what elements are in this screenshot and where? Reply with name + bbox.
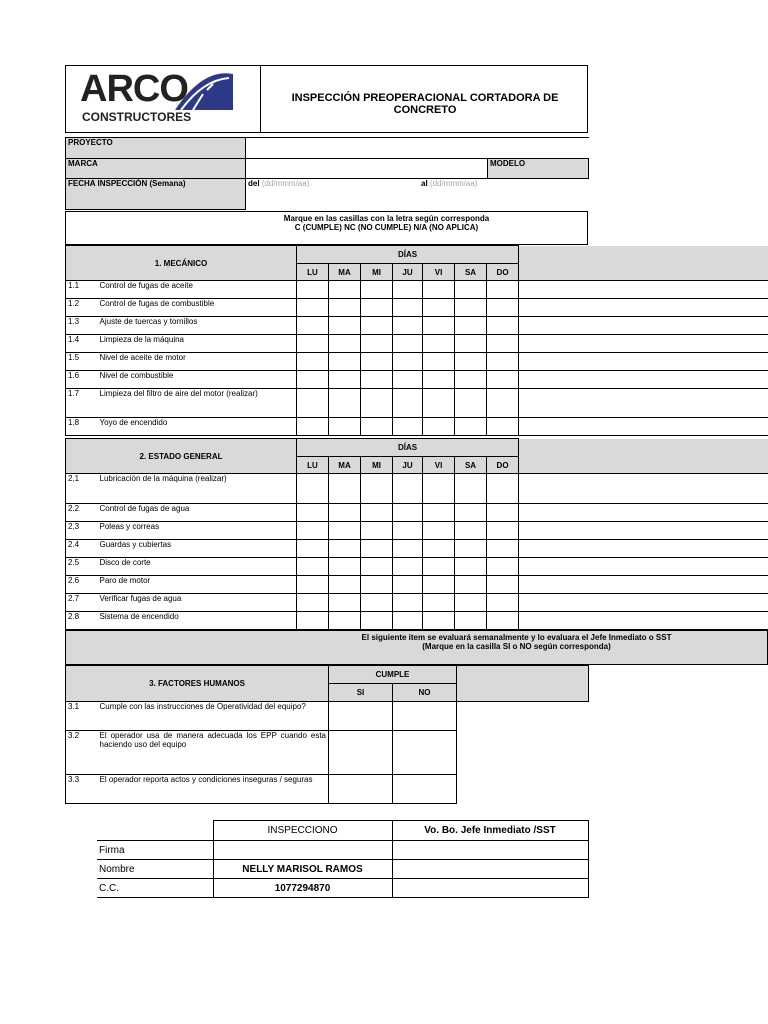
observation-cell[interactable]: [519, 281, 768, 299]
table-row: [66, 558, 768, 576]
item-number: 2.1: [66, 474, 98, 504]
observation-cell[interactable]: [519, 474, 768, 504]
blank-cell: [457, 731, 589, 775]
item-text: Limpieza de la máquina: [98, 335, 297, 353]
item-number: 2.4: [66, 540, 98, 558]
instructions-line2: C (CUMPLE) NC (NO CUMPLE) N/A (NO APLICA): [294, 223, 479, 232]
day-check-cell[interactable]: [329, 418, 361, 436]
day-check-cell[interactable]: [393, 389, 423, 418]
inspecciono-header: INSPECCIONO: [213, 821, 392, 841]
item-number: 2.2: [66, 504, 98, 522]
day-check-cell[interactable]: [329, 576, 361, 594]
day-check-cell[interactable]: [455, 474, 487, 504]
proyecto-label: PROYECTO: [66, 138, 246, 159]
item-text: Nivel de combustible: [98, 371, 297, 389]
day-check-cell[interactable]: [297, 522, 329, 540]
observation-cell[interactable]: [519, 522, 768, 540]
day-check-cell[interactable]: [329, 540, 361, 558]
section2-title: 2. ESTADO GENERAL: [66, 439, 297, 474]
day-check-cell[interactable]: [393, 353, 423, 371]
day-check-cell[interactable]: [487, 612, 519, 630]
day-check-cell[interactable]: [487, 522, 519, 540]
signature-table: [97, 820, 589, 898]
day-check-cell[interactable]: [487, 281, 519, 299]
table-row: [66, 731, 589, 775]
day-check-cell[interactable]: [297, 558, 329, 576]
nombre-vobo-field[interactable]: [392, 860, 588, 879]
si-header: SI: [329, 684, 393, 702]
fecha-label: FECHA INSPECCIÓN (Semana): [66, 179, 246, 210]
item-number: 1.5: [66, 353, 98, 371]
section1-gray-band: [519, 246, 768, 281]
item-text: El operador reporta actos y condiciones inseguras / seguras: [98, 775, 329, 804]
day-check-cell[interactable]: [393, 371, 423, 389]
day-check-cell[interactable]: [423, 281, 455, 299]
section3-title: 3. FACTORES HUMANOS: [66, 666, 329, 702]
day-do: DO: [487, 264, 519, 281]
day-mi: MI: [361, 264, 393, 281]
table-row: [66, 594, 768, 612]
item-number: 2.6: [66, 576, 98, 594]
no-check-cell[interactable]: [393, 731, 457, 775]
proyecto-field[interactable]: [246, 138, 589, 159]
vobo-header: Vo. Bo. Jefe Inmediato /SST: [392, 821, 588, 841]
day-check-cell[interactable]: [393, 281, 423, 299]
observation-cell[interactable]: [519, 594, 768, 612]
item-number: 1.8: [66, 418, 98, 436]
day-check-cell[interactable]: [393, 474, 423, 504]
day-ju: JU: [393, 457, 423, 474]
item-text: Control de fugas de aceite: [98, 281, 297, 299]
item-number: 1.7: [66, 389, 98, 418]
del-date-placeholder: (dd/mmm/aa): [261, 179, 310, 188]
item-text: Paro de motor: [98, 576, 297, 594]
item-text: Control de fugas de agua: [98, 504, 297, 522]
del-label: del: [248, 179, 260, 188]
day-check-cell[interactable]: [393, 335, 423, 353]
section2-gray-band: [519, 439, 768, 474]
day-check-cell[interactable]: [487, 540, 519, 558]
section2-table: [65, 438, 768, 630]
day-check-cell[interactable]: [393, 612, 423, 630]
day-check-cell[interactable]: [329, 317, 361, 335]
day-check-cell[interactable]: [297, 389, 329, 418]
day-check-cell[interactable]: [423, 389, 455, 418]
no-check-cell[interactable]: [393, 702, 457, 731]
day-check-cell[interactable]: [361, 558, 393, 576]
section1-days-header: DÍAS: [297, 246, 519, 264]
day-check-cell[interactable]: [487, 317, 519, 335]
si-check-cell[interactable]: [329, 731, 393, 775]
table-row: [66, 522, 768, 540]
firma-vobo-field[interactable]: [392, 841, 588, 860]
day-check-cell[interactable]: [423, 418, 455, 436]
day-check-cell[interactable]: [423, 504, 455, 522]
day-check-cell[interactable]: [393, 418, 423, 436]
day-sa: SA: [455, 457, 487, 474]
si-check-cell[interactable]: [329, 702, 393, 731]
day-check-cell[interactable]: [329, 474, 361, 504]
item-number: 3.2: [66, 731, 98, 775]
day-check-cell[interactable]: [455, 418, 487, 436]
day-check-cell[interactable]: [487, 504, 519, 522]
instructions-line1: Marque en las casillas con la letra según corresponda: [283, 214, 490, 223]
table-row: [66, 389, 768, 418]
observation-cell[interactable]: [519, 558, 768, 576]
day-check-cell[interactable]: [329, 594, 361, 612]
day-check-cell[interactable]: [361, 474, 393, 504]
day-check-cell[interactable]: [393, 522, 423, 540]
item-text: Verificar fugas de agua: [98, 594, 297, 612]
observation-cell[interactable]: [519, 576, 768, 594]
item-text: Disco de corte: [98, 558, 297, 576]
section2-days-header: DÍAS: [297, 439, 519, 457]
table-row: [66, 474, 768, 504]
marca-label: MARCA: [66, 159, 246, 179]
logo: [66, 66, 261, 132]
day-check-cell[interactable]: [393, 540, 423, 558]
day-check-cell[interactable]: [423, 371, 455, 389]
observation-cell[interactable]: [519, 418, 768, 436]
day-check-cell[interactable]: [455, 317, 487, 335]
day-vi: VI: [423, 457, 455, 474]
day-check-cell[interactable]: [423, 522, 455, 540]
day-check-cell[interactable]: [455, 335, 487, 353]
day-check-cell[interactable]: [487, 576, 519, 594]
info-block: [65, 137, 589, 210]
si-check-cell[interactable]: [329, 775, 393, 804]
day-ju: JU: [393, 264, 423, 281]
table-row: [66, 418, 768, 436]
table-row: [66, 504, 768, 522]
table-row: [66, 702, 589, 731]
table-row: [66, 371, 768, 389]
day-check-cell[interactable]: [455, 299, 487, 317]
al-date-placeholder: (dd/mmm/aa): [429, 179, 478, 188]
nombre-label: Nombre: [97, 860, 213, 879]
day-check-cell[interactable]: [487, 335, 519, 353]
instructions: [65, 211, 588, 245]
day-check-cell[interactable]: [455, 540, 487, 558]
item-number: 2.7: [66, 594, 98, 612]
al-label: al: [421, 179, 428, 188]
day-check-cell[interactable]: [455, 281, 487, 299]
day-lu: LU: [297, 264, 329, 281]
item-number: 3.1: [66, 702, 98, 731]
item-number: 2.5: [66, 558, 98, 576]
day-check-cell[interactable]: [423, 474, 455, 504]
day-check-cell[interactable]: [361, 299, 393, 317]
page-title: INSPECCIÓN PREOPERACIONAL CORTADORA DE CONCRETO: [291, 92, 559, 116]
header-box: [65, 65, 588, 133]
day-do: DO: [487, 457, 519, 474]
observation-cell[interactable]: [519, 540, 768, 558]
day-check-cell[interactable]: [455, 558, 487, 576]
item-number: 3.3: [66, 775, 98, 804]
day-check-cell[interactable]: [455, 612, 487, 630]
day-check-cell[interactable]: [455, 504, 487, 522]
day-check-cell[interactable]: [297, 418, 329, 436]
day-check-cell[interactable]: [487, 353, 519, 371]
day-check-cell[interactable]: [423, 558, 455, 576]
item-text: Poleas y correas: [98, 522, 297, 540]
day-check-cell[interactable]: [455, 371, 487, 389]
day-check-cell[interactable]: [297, 371, 329, 389]
blank-cell: [457, 775, 589, 804]
day-check-cell[interactable]: [329, 299, 361, 317]
weekly-note-line1: El siguiente item se evaluará semanalmente y lo evaluara el Jefe Inmediato o SST: [361, 633, 672, 642]
day-check-cell[interactable]: [297, 612, 329, 630]
logo-main-text: ARCO: [80, 68, 188, 110]
section1-title: 1. MECÁNICO: [66, 246, 297, 281]
day-check-cell[interactable]: [455, 576, 487, 594]
item-text: Guardas y cubiertas: [98, 540, 297, 558]
item-number: 1.4: [66, 335, 98, 353]
day-check-cell[interactable]: [329, 335, 361, 353]
day-check-cell[interactable]: [297, 353, 329, 371]
day-check-cell[interactable]: [455, 522, 487, 540]
day-check-cell[interactable]: [487, 594, 519, 612]
fecha-field[interactable]: [246, 179, 589, 210]
day-check-cell[interactable]: [297, 474, 329, 504]
day-check-cell[interactable]: [361, 418, 393, 436]
day-check-cell[interactable]: [361, 371, 393, 389]
day-check-cell[interactable]: [361, 504, 393, 522]
day-check-cell[interactable]: [393, 299, 423, 317]
logo-road-icon: [173, 72, 235, 112]
table-row: [66, 576, 768, 594]
day-check-cell[interactable]: [297, 540, 329, 558]
day-check-cell[interactable]: [423, 540, 455, 558]
table-row: [66, 317, 768, 335]
day-check-cell[interactable]: [329, 558, 361, 576]
day-check-cell[interactable]: [487, 474, 519, 504]
marca-field[interactable]: [246, 159, 488, 179]
day-check-cell[interactable]: [423, 317, 455, 335]
item-number: 1.3: [66, 317, 98, 335]
cc-vobo-field[interactable]: [392, 879, 588, 898]
weekly-note-line2: (Marque en la casilla SI o NO según corresponda): [422, 642, 611, 651]
day-check-cell[interactable]: [329, 281, 361, 299]
day-check-cell[interactable]: [329, 612, 361, 630]
day-check-cell[interactable]: [423, 594, 455, 612]
day-check-cell[interactable]: [361, 335, 393, 353]
nombre-inspecciono-value: NELLY MARISOL RAMOS: [213, 860, 392, 879]
day-ma: MA: [329, 457, 361, 474]
day-check-cell[interactable]: [329, 504, 361, 522]
item-number: 1.2: [66, 299, 98, 317]
item-text: Cumple con las instrucciones de Operatividad del equipo?: [98, 702, 329, 731]
logo-sub-text: CONSTRUCTORES: [82, 110, 192, 124]
table-row: [66, 299, 768, 317]
day-check-cell[interactable]: [393, 504, 423, 522]
day-check-cell[interactable]: [455, 353, 487, 371]
firma-label: Firma: [97, 841, 213, 860]
day-check-cell[interactable]: [297, 335, 329, 353]
day-check-cell[interactable]: [487, 371, 519, 389]
item-text: Ajuste de tuercas y tornillos: [98, 317, 297, 335]
day-check-cell[interactable]: [487, 389, 519, 418]
firma-inspecciono-field[interactable]: [213, 841, 392, 860]
day-lu: LU: [297, 457, 329, 474]
blank-cell: [457, 702, 589, 731]
day-check-cell[interactable]: [361, 389, 393, 418]
day-check-cell[interactable]: [329, 353, 361, 371]
day-check-cell[interactable]: [361, 540, 393, 558]
section3-gray-band: [457, 666, 589, 702]
day-vi: VI: [423, 264, 455, 281]
day-check-cell[interactable]: [361, 522, 393, 540]
day-check-cell[interactable]: [361, 612, 393, 630]
observation-cell[interactable]: [519, 389, 768, 418]
day-check-cell[interactable]: [297, 299, 329, 317]
modelo-label: MODELO: [488, 159, 589, 179]
day-check-cell[interactable]: [487, 299, 519, 317]
weekly-note: [65, 630, 768, 665]
day-check-cell[interactable]: [423, 612, 455, 630]
observation-cell[interactable]: [519, 371, 768, 389]
table-row: [66, 612, 768, 630]
section1-table: [65, 245, 768, 436]
observation-cell[interactable]: [519, 504, 768, 522]
day-check-cell[interactable]: [423, 299, 455, 317]
item-number: 2.3: [66, 522, 98, 540]
no-check-cell[interactable]: [393, 775, 457, 804]
day-check-cell[interactable]: [455, 389, 487, 418]
day-sa: SA: [455, 264, 487, 281]
observation-cell[interactable]: [519, 299, 768, 317]
item-text: Nivel de aceite de motor: [98, 353, 297, 371]
section3-table: [65, 665, 589, 804]
day-check-cell[interactable]: [297, 594, 329, 612]
table-row: [66, 540, 768, 558]
day-mi: MI: [361, 457, 393, 474]
day-check-cell[interactable]: [393, 594, 423, 612]
item-number: 1.1: [66, 281, 98, 299]
day-check-cell[interactable]: [393, 558, 423, 576]
day-check-cell[interactable]: [297, 281, 329, 299]
day-check-cell[interactable]: [361, 594, 393, 612]
day-ma: MA: [329, 264, 361, 281]
day-check-cell[interactable]: [361, 576, 393, 594]
day-check-cell[interactable]: [329, 522, 361, 540]
day-check-cell[interactable]: [455, 594, 487, 612]
item-text: El operador usa de manera adecuada los EPP cuando esta haciendo uso del equipo: [98, 731, 329, 775]
day-check-cell[interactable]: [329, 389, 361, 418]
table-row: [66, 353, 768, 371]
observation-cell[interactable]: [519, 317, 768, 335]
day-check-cell[interactable]: [361, 353, 393, 371]
day-check-cell[interactable]: [423, 353, 455, 371]
item-number: 2.8: [66, 612, 98, 630]
day-check-cell[interactable]: [487, 558, 519, 576]
item-text: Limpieza del filtro de aire del motor (realizar): [98, 389, 297, 418]
item-text: Yoyo de encendido: [98, 418, 297, 436]
day-check-cell[interactable]: [423, 576, 455, 594]
no-header: NO: [393, 684, 457, 702]
day-check-cell[interactable]: [361, 281, 393, 299]
cc-inspecciono-value: 1077294870: [213, 879, 392, 898]
day-check-cell[interactable]: [329, 371, 361, 389]
day-check-cell[interactable]: [393, 576, 423, 594]
item-number: 1.6: [66, 371, 98, 389]
table-row: [66, 281, 768, 299]
cumple-header: CUMPLE: [329, 666, 457, 684]
item-text: Sistema de encendido: [98, 612, 297, 630]
day-check-cell[interactable]: [297, 576, 329, 594]
day-check-cell[interactable]: [423, 335, 455, 353]
day-check-cell[interactable]: [297, 317, 329, 335]
observation-cell[interactable]: [519, 353, 768, 371]
observation-cell[interactable]: [519, 612, 768, 630]
day-check-cell[interactable]: [393, 317, 423, 335]
item-text: Control de fugas de combustible: [98, 299, 297, 317]
cc-label: C.C.: [97, 879, 213, 898]
day-check-cell[interactable]: [361, 317, 393, 335]
day-check-cell[interactable]: [297, 504, 329, 522]
day-check-cell[interactable]: [487, 418, 519, 436]
item-text: Lubricación de la máquina (realizar): [98, 474, 297, 504]
table-row: [66, 335, 768, 353]
table-row: [66, 775, 589, 804]
observation-cell[interactable]: [519, 335, 768, 353]
